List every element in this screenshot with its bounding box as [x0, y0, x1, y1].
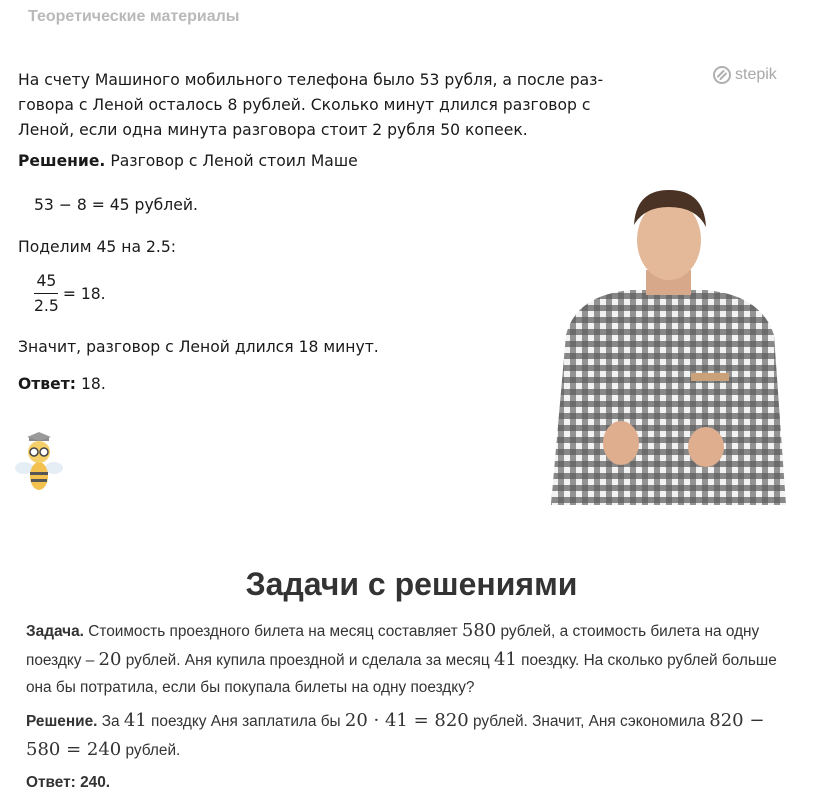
stepik-logo-text: stepik	[735, 66, 777, 83]
task-text-2: рублей, а стоимость билета на одну поездку –	[26, 623, 760, 669]
answer-label: Ответ:	[26, 774, 76, 791]
presenter-image	[546, 185, 791, 505]
fraction-result: = 18.	[62, 284, 106, 303]
video-player[interactable]	[0, 40, 823, 515]
answer-value: 240.	[80, 774, 111, 791]
video-problem-text: На счету Машиного мобильного телефона было 53 рубля, а после раз-говора с Леной осталось 8 рублей. Сколько минут длился разговор с Леной, если одна минута разговора стоит 2 рубля 50 копеек.	[18, 71, 604, 139]
video-solution-label: Решение.	[18, 152, 106, 170]
video-solution-line	[18, 152, 358, 170]
video-divide-text: Поделим 45 на 2.5:	[18, 238, 177, 256]
solution-text-1: За	[101, 713, 120, 730]
solution-text-4: рублей.	[125, 742, 181, 759]
fraction	[34, 272, 59, 315]
fraction-numerator: 45	[34, 272, 58, 294]
fraction-denominator: 2.5	[34, 297, 59, 315]
video-answer-label: Ответ:	[18, 375, 77, 393]
answer-line	[26, 774, 110, 792]
video-solution-text: Разговор с Леной стоил Маше	[110, 152, 358, 170]
task-text-1: Стоимость проездного билета на месяц составляет	[88, 623, 458, 640]
task-text-3: рублей. Аня купила проездной и сделала за месяц	[125, 651, 490, 669]
bee-mascot-icon	[14, 428, 64, 498]
solution-text-3: рублей. Значит, Аня сэкономила	[473, 713, 705, 730]
solution-paragraph	[26, 707, 786, 765]
section-title: Задачи с решениями	[245, 566, 578, 602]
solution-label: Решение.	[26, 713, 98, 730]
video-answer-value: 18.	[80, 375, 106, 393]
task-label: Задача.	[26, 623, 84, 640]
task-number-2: 20	[98, 648, 122, 670]
task-paragraph	[26, 617, 786, 702]
task-number-3: 41	[493, 648, 517, 670]
solution-text-2: поездку Аня заплатила бы	[151, 713, 341, 730]
stepik-icon	[713, 66, 731, 84]
video-fraction-equation	[34, 272, 106, 315]
page-title: Теоретические материалы	[28, 8, 240, 25]
task-text-4: поездку. На сколько рублей больше она бы потратила, если бы покупала билеты на одну поездку?	[26, 651, 777, 696]
solution-math-1: 20 · 41 = 820	[344, 710, 469, 731]
equation-1-expression: 53 − 8 = 45	[34, 196, 130, 214]
solution-number-1: 41	[123, 710, 147, 731]
equation-1-unit: рублей.	[134, 196, 198, 214]
video-equation-1	[34, 196, 198, 214]
stepik-logo	[713, 66, 777, 84]
solution-math-2: 820 − 580 = 240	[26, 710, 765, 760]
task-number-1: 580	[461, 620, 497, 641]
video-answer-line	[18, 375, 106, 393]
video-meaning-text: Значит, разговор с Леной длился 18 минут.	[18, 338, 379, 356]
